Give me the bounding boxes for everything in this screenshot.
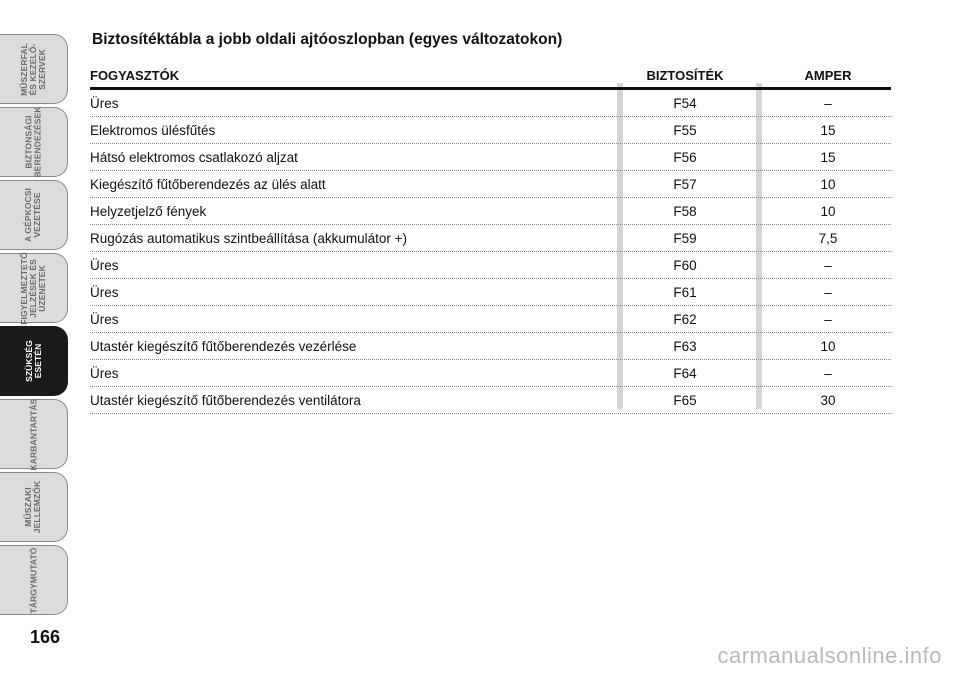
- tab-label: KARBANTARTÁS: [28, 398, 38, 470]
- tab-label: MŰSZAKI JELLEMZŐK: [23, 480, 43, 534]
- cell-consumer: Üres: [90, 285, 119, 300]
- table-header: [90, 67, 891, 90]
- cell-amper: 7,5: [818, 231, 838, 246]
- cell-amper: 15: [820, 123, 836, 138]
- table-row: [90, 360, 891, 387]
- cell-amper: 10: [820, 177, 836, 192]
- table-row: [90, 171, 891, 198]
- cell-consumer: Hátsó elektromos csatlakozó aljzat: [90, 150, 298, 165]
- cell-fuse: F57: [673, 177, 697, 192]
- table-row: [90, 252, 891, 279]
- cell-amper: 10: [820, 339, 836, 354]
- page-number: 166: [30, 627, 61, 647]
- page-title: Biztosítéktábla a jobb oldali ajtóoszlopban (egyes változatokon): [92, 31, 563, 48]
- cell-consumer: Rugózás automatikus szintbeállítása (akkumulátor +): [90, 231, 408, 246]
- table-row: [90, 333, 891, 360]
- cell-consumer: Üres: [90, 312, 119, 327]
- tab-label: A GÉPKOCSI VEZETÉSE: [23, 187, 43, 243]
- cell-amper: –: [824, 366, 832, 381]
- fuse-table: [90, 67, 891, 414]
- tab-targymutato[interactable]: [0, 545, 68, 615]
- side-tabs: [0, 0, 70, 640]
- cell-amper: –: [824, 258, 832, 273]
- watermark: carmanualsonline.info: [717, 643, 942, 668]
- tab-a-gepkocsi-vezetese[interactable]: [0, 180, 68, 250]
- table-row: [90, 306, 891, 333]
- cell-consumer: Utastér kiegészítő fűtőberendezés vezérlése: [90, 339, 357, 354]
- cell-consumer: Helyzetjelző fények: [90, 204, 207, 219]
- cell-amper: 30: [820, 393, 836, 408]
- tab-muszaki-jellemzok[interactable]: [0, 472, 68, 542]
- table-row: [90, 225, 891, 252]
- cell-consumer: Üres: [90, 366, 119, 381]
- cell-amper: 10: [820, 204, 836, 219]
- cell-consumer: Utastér kiegészítő fűtőberendezés ventilátora: [90, 393, 361, 408]
- cell-fuse: F59: [673, 231, 697, 246]
- tab-szukseg-eseten[interactable]: [0, 326, 68, 396]
- tab-figyelmezteto-jelzesek[interactable]: [0, 253, 68, 323]
- cell-fuse: F54: [673, 96, 697, 111]
- cell-fuse: F58: [673, 204, 697, 219]
- cell-fuse: F63: [673, 339, 697, 354]
- cell-consumer: Kiegészítő fűtőberendezés az ülés alatt: [90, 177, 326, 192]
- tab-label: BIZTONSÁGI BERENDEZÉSEK: [23, 106, 43, 178]
- header-amper: AMPER: [804, 68, 852, 83]
- cell-amper: –: [824, 96, 832, 111]
- cell-consumer: Üres: [90, 96, 119, 111]
- tab-label: FIGYELMEZTETŐ JELZÉSEK ÉS ÜZENETEK: [19, 251, 48, 325]
- tab-biztonsagi-berendezesek[interactable]: [0, 107, 68, 177]
- cell-amper: 15: [820, 150, 836, 165]
- cell-fuse: F60: [673, 258, 697, 273]
- cell-fuse: F62: [673, 312, 697, 327]
- header-fuse: BIZTOSÍTÉK: [646, 68, 724, 83]
- tab-label: MŰSZERFAL ÉS KEZELŐ- SZERVEK: [19, 42, 47, 96]
- tab-karbantartas[interactable]: [0, 399, 68, 469]
- cell-amper: –: [824, 285, 832, 300]
- tab-muszerfal[interactable]: [0, 34, 68, 104]
- table-row: [90, 90, 891, 117]
- cell-fuse: F55: [673, 123, 697, 138]
- tab-label: SZÜKSÉG ESETÉN: [23, 340, 43, 382]
- cell-fuse: F64: [673, 366, 697, 381]
- cell-amper: –: [824, 312, 832, 327]
- table-row: [90, 144, 891, 171]
- table-body: [90, 90, 891, 414]
- table-row: [90, 279, 891, 306]
- cell-consumer: Üres: [90, 258, 119, 273]
- table-row: [90, 387, 891, 414]
- table-row: [90, 198, 891, 225]
- cell-consumer: Elektromos ülésfűtés: [90, 123, 216, 138]
- tab-label: TÁRGYMUTATÓ: [27, 547, 38, 613]
- header-consumers: FOGYASZTÓK: [90, 68, 180, 83]
- cell-fuse: F61: [673, 285, 697, 300]
- cell-fuse: F65: [673, 393, 697, 408]
- cell-fuse: F56: [673, 150, 697, 165]
- table-row: [90, 117, 891, 144]
